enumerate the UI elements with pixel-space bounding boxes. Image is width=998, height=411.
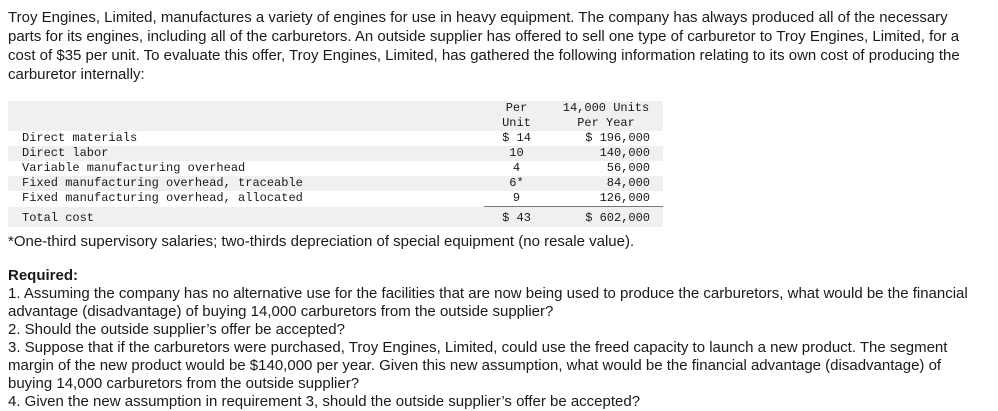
- header-per-year-2: Per Year: [549, 116, 663, 131]
- requirement-item: 4. Given the new assumption in requirement 3, should the outside supplier’s offer be accepted?: [8, 393, 641, 410]
- table-row: [8, 191, 663, 207]
- requirement-item: 1. Assuming the company has no alternative use for the facilities that are now being used to produce the carburetors, what would be the financial advantage (disadvantage) of buying 14,000 carburetors from the outside supplier?: [8, 285, 968, 320]
- cost-table: [8, 101, 663, 227]
- requirement-item: 2. Should the outside supplier’s offer be accepted?: [8, 321, 345, 338]
- row-unit-value: 10: [484, 146, 549, 161]
- header-label-cell: [8, 101, 484, 116]
- header-per-unit: Per: [484, 101, 549, 116]
- total-unit-value: $ 43: [484, 207, 549, 228]
- row-year-value: $ 196,000: [549, 131, 663, 146]
- table-row: [8, 176, 663, 191]
- table-total-row: [8, 207, 663, 228]
- row-label: Fixed manufacturing overhead, traceable: [8, 176, 484, 191]
- header-per-year: 14,000 Units: [549, 101, 663, 116]
- row-label: Direct materials: [8, 131, 484, 146]
- problem-intro: Troy Engines, Limited, manufactures a variety of engines for use in heavy equipment. The company has always produced all of the necessary parts for its engines, including all of the carburetors. An outside supplier has offered to sell one type of carburetor to Troy Engines, Limited, for a cost of $35 per unit. To evaluate this offer, Troy Engines, Limited, has gathered the following information relating to its own cost of producing the carburetor internally:: [8, 9, 960, 83]
- total-label: Total cost: [8, 207, 484, 228]
- table-header-row-2: [8, 116, 663, 131]
- total-year-value: $ 602,000: [549, 207, 663, 228]
- row-year-value: 140,000: [549, 146, 663, 161]
- row-unit-value: 6*: [484, 176, 549, 191]
- row-unit-value: $ 14: [484, 131, 549, 146]
- table-footnote: *One-third supervisory salaries; two-thirds depreciation of special equipment (no resale value).: [8, 233, 635, 250]
- row-unit-value: 4: [484, 161, 549, 176]
- row-label: Variable manufacturing overhead: [8, 161, 484, 176]
- header-per-unit-2: Unit: [484, 116, 549, 131]
- row-year-value: 126,000: [549, 191, 663, 207]
- row-unit-value: 9: [484, 191, 549, 207]
- row-year-value: 56,000: [549, 161, 663, 176]
- table-row: [8, 146, 663, 161]
- table-row: [8, 161, 663, 176]
- row-label: Fixed manufacturing overhead, allocated: [8, 191, 484, 207]
- required-section: [8, 267, 983, 411]
- table-header-row: [8, 101, 663, 116]
- requirement-item: 3. Suppose that if the carburetors were purchased, Troy Engines, Limited, could use the freed capacity to launch a new product. The segment margin of the new product would be $140,000 per year. Given this new assumption, what would be the financial advantage (disadvantage) of buying 14,000 carburetors from the outside supplier?: [8, 339, 948, 392]
- row-label: Direct labor: [8, 146, 484, 161]
- required-heading: Required:: [8, 267, 79, 284]
- row-year-value: 84,000: [549, 176, 663, 191]
- table-row: [8, 131, 663, 146]
